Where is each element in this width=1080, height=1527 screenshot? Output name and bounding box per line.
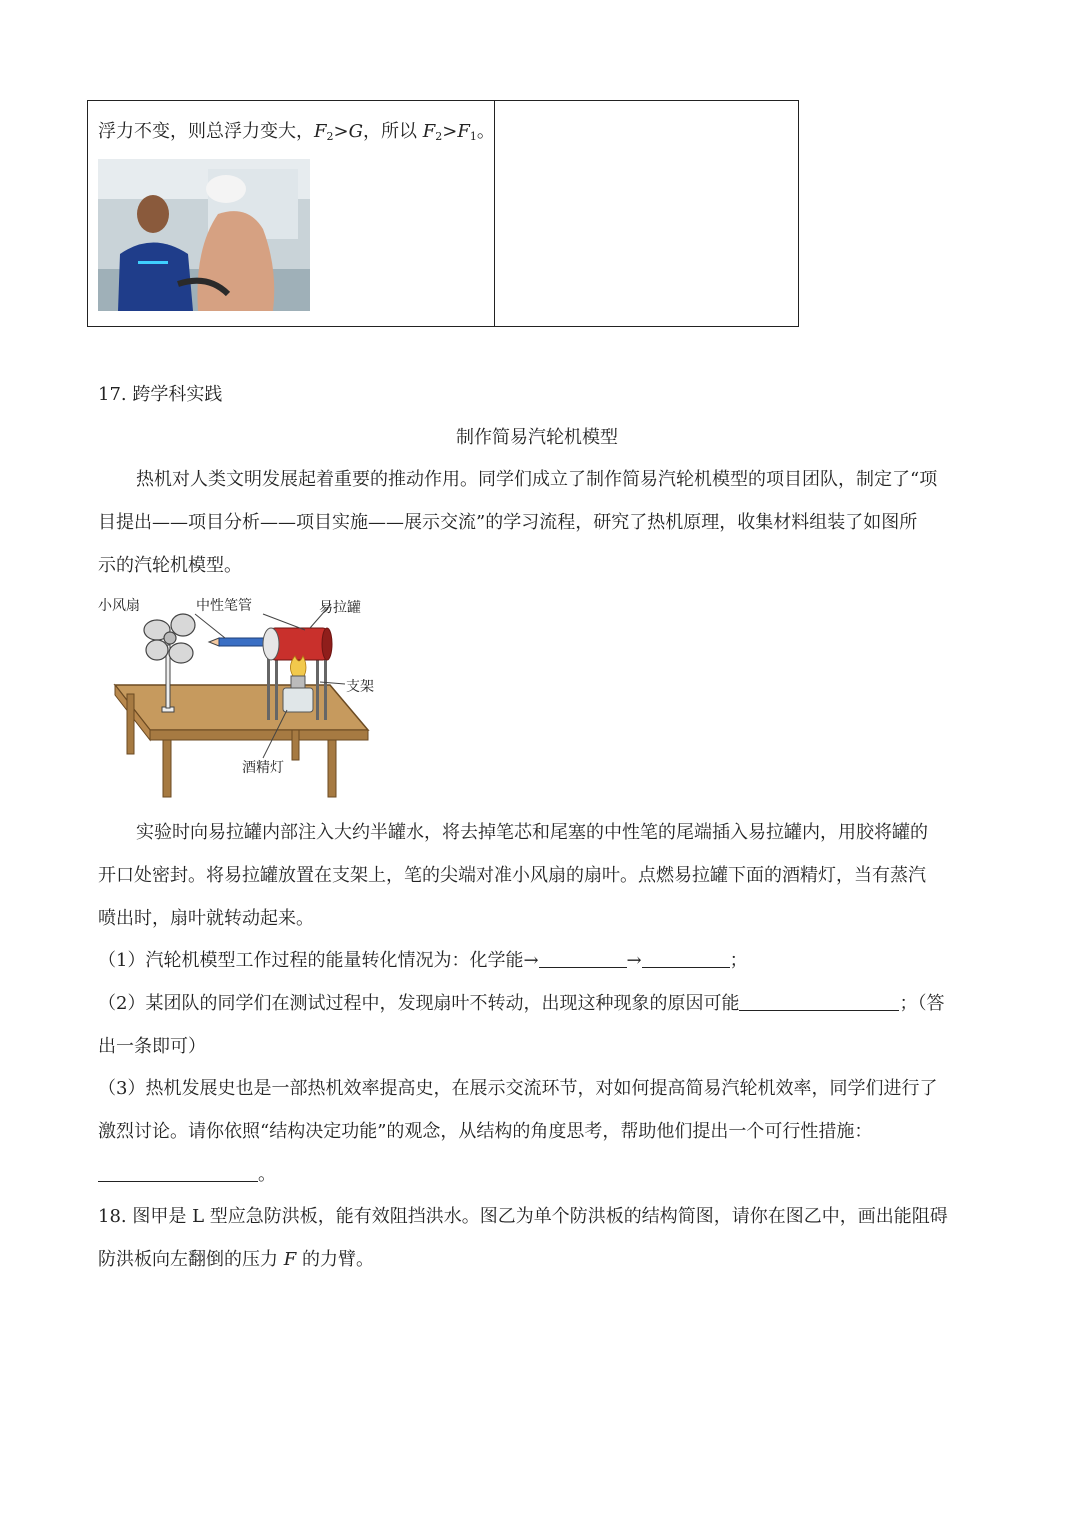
arrow-2: →: [626, 950, 642, 971]
q17-exp-line-1: 实验时向易拉罐内部注入大约半罐水，将去掉笔芯和尾塞的中性笔的尾端插入易拉罐内，用胶将罐的: [136, 822, 928, 843]
label-stand: 支架: [346, 679, 374, 695]
q17-intro-line-2: 目提出——项目分析——项目实施——展示交流”的学习流程，研究了热机原理，收集材料组装了如图所: [98, 512, 918, 533]
answer-blank-3[interactable]: [739, 994, 899, 1011]
q17-sub2-line-2: 出一条即可）: [98, 1036, 206, 1057]
label-pen: 中性笔管: [196, 598, 252, 614]
fan-blades: [144, 614, 195, 663]
label-fan: 小风扇: [98, 598, 140, 614]
q17-intro-line-1: 热机对人类文明发展起着重要的推动作用。同学们成立了制作简易汽轮机模型的项目团队，制定了“项: [136, 469, 938, 490]
q18-line-1: 18. 图甲是 L 型应急防洪板，能有效阻挡洪水。图乙为单个防洪板的结构简图，请你在图乙中，画出能阻碍: [98, 1206, 948, 1227]
q17-sub3-line-2: 激烈讨论。请你依照“结构决定功能”的观念，从结构的角度思考，帮助他们提出一个可行性措施：: [98, 1121, 873, 1142]
answer-blank-2[interactable]: [642, 951, 730, 968]
answer-blank-1[interactable]: [539, 951, 627, 968]
q17-sub3-line-3: 。: [98, 1160, 276, 1186]
label-can: 易拉罐: [319, 600, 361, 616]
answer-table: [87, 100, 799, 327]
q18-line-2: 防洪板向左翻倒的压力 F 的力臂。: [98, 1249, 374, 1270]
q17-sub1: （1）汽轮机模型工作过程的能量转化情况为：化学能→ → ；: [98, 950, 748, 971]
q17-sub2: （2）某团队的同学们在测试过程中，发现扇叶不转动，出现这种现象的原因可能 ；（答: [98, 993, 945, 1014]
q17-title: 制作简易汽轮机模型: [456, 427, 618, 448]
label-lamp: 酒精灯: [242, 760, 284, 776]
q17-exp-line-3: 喷出时，扇叶就转动起来。: [98, 908, 314, 929]
swimmer-photo: [98, 159, 310, 311]
q17-sub3-line-1: （3）热机发展史也是一部热机效率提高史，在展示交流环节，对如何提高简易汽轮机效率，同学们进行了: [98, 1078, 938, 1099]
answer-blank-4[interactable]: [98, 1165, 258, 1182]
table-cell-text: 浮力不变，则总浮力变大，$F_2>G$，所以 $F_2>F_1$。: [98, 121, 495, 143]
q17-heading: 17. 跨学科实践: [98, 384, 223, 405]
q17-intro-line-3: 示的汽轮机模型。: [98, 555, 242, 576]
q17-exp-line-2: 开口处密封。将易拉罐放置在支架上，笔的尖端对准小风扇的扇叶。点燃易拉罐下面的酒精灯，当有蒸汽: [98, 865, 926, 886]
arrow-1: →: [523, 950, 539, 971]
